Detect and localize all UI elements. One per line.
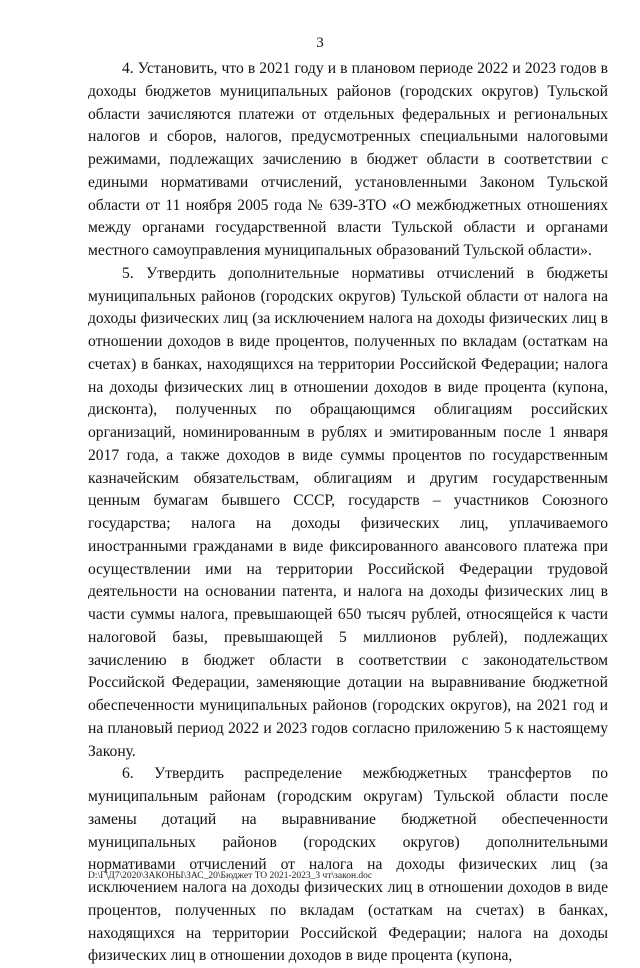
- file-path-footer: D:\Г\Д7\2020\ЗАКОНЫ\ЗАС_20\Бюджет ТО 2021-2023_3 чт\закон.doc: [88, 871, 373, 881]
- paragraph-6: 6. Утвердить распределение межбюджетных трансфертов по муниципальным районам (городским округам) Тульской области после замены дотаций на выравнивание бюджетной обеспеченности муниципальных районов (городских округов) дополнительными нормативами отчислений от налога на доходы физических лиц (за исключением налога на доходы физических лиц в отношении доходов в виде процентов, полученных по вкладам (остаткам на счетах) в банках, находящихся на территории Российской Федерации; налога на доходы физических лиц в отношении доходов в виде процента (купона,: [88, 765, 608, 965]
- paragraph-4: 4. Установить, что в 2021 году и в плановом периоде 2022 и 2023 годов в доходы бюджетов муниципальных районов (городских округов) Тульской области зачисляются платежи от отдельных федеральных и региональных налогов и сборов, налогов, предусмотренных специальными налоговыми режимами, подлежащих зачислению в бюджет области в соответствии с едиными нормативами отчислений, установленными Законом Тульской области от 11 ноября 2005 года № 639-ЗТО «О межбюджетных отношениях между органами государственной власти Тульской области и органами местного самоуправления муниципальных образований Тульской области».: [88, 60, 608, 259]
- page-number: 3: [316, 35, 324, 51]
- paragraph-5: 5. Утвердить дополнительные нормативы отчислений в бюджеты муниципальных районов (городских округов) Тульской области от налога на доходы физических лиц (за исключением налога на доходы физических лиц в отношении доходов в виде процентов, полученных по вкладам (остаткам на счетах) в банках, находящихся на территории Российской Федерации; налога на доходы физических лиц в отношении доходов в виде процента (купона, дисконта), полученных по обращающимся облигациям российских организаций, номинированным в рублях и эмитированным после 1 января 2017 года, а также доходов в виде суммы процентов по государственным казначейским обязательствам, облигациям и другим государственным ценным бумагам бывшего СССР, государств – участников Союзного государства; налога на доходы физических лиц, уплачиваемого иностранными гражданами в виде фиксированного авансового платежа при осуществлении ими на территории Российской Федерации трудовой деятельности на основании патента, и налога на доходы физических лиц в части суммы налога, превышающей 650 тысяч рублей, относящейся к части налоговой базы, превышающей 5 миллионов рублей), подлежащих зачислению в бюджет области в соответствии с законодательством Российской Федерации, заменяющие дотации на выравнивание бюджетной обеспеченности муниципальных районов (городских округов), на 2021 год и на плановый период 2022 и 2023 годов согласно приложению 5 к настоящему Закону.: [88, 264, 608, 760]
- document-body: [88, 58, 608, 968]
